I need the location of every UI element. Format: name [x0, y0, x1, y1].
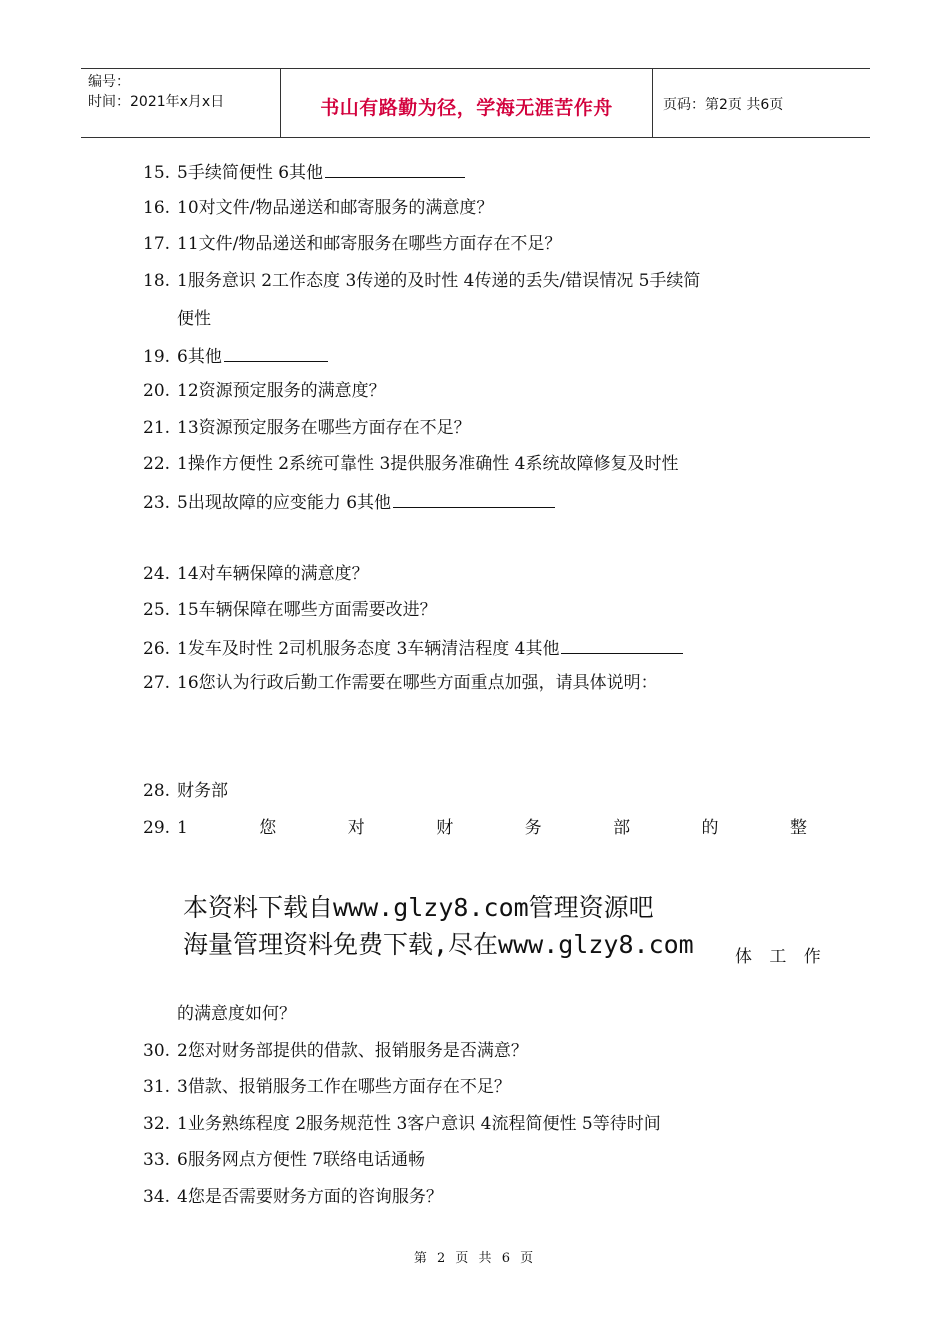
justified-line: 1 您 对 财 务 部 的 整 — [177, 818, 807, 838]
fill-in-blank[interactable] — [393, 490, 555, 508]
list-item-continuation: 的满意度如何？ — [177, 1004, 296, 1024]
watermark-line-1: 本资料下载自www.glzy8.com管理资源吧 — [183, 893, 654, 922]
list-item: 33. 6服务网点方便性 7联络电话通畅 — [143, 1150, 426, 1170]
fill-in-blank[interactable] — [561, 636, 683, 654]
page-footer: 第 2 页 共 6 页 — [413, 1251, 537, 1266]
code-label: 编号： — [88, 74, 130, 90]
header-meta — [81, 69, 281, 137]
page-header — [81, 68, 870, 138]
list-item: 34. 4您是否需要财务方面的咨询服务？ — [143, 1187, 443, 1207]
list-item: 17. 11文件/物品递送和邮寄服务在哪些方面存在不足？ — [143, 234, 562, 254]
list-item: 18. 1服务意识 2工作态度 3传递的及时性 4传递的丢失/错误情况 5手续简 — [143, 271, 701, 291]
list-item: 20. 12资源预定服务的满意度？ — [143, 381, 386, 401]
list-item-number: 29. — [143, 818, 171, 838]
list-item: 16. 10对文件/物品递送和邮寄服务的满意度？ — [143, 198, 494, 218]
list-item: 25. 15车辆保障在哪些方面需要改进？ — [143, 600, 437, 620]
list-item: 31. 3借款、报销服务工作在哪些方面存在不足？ — [143, 1077, 511, 1097]
list-item: 15. 5手续简便性 6其他 — [143, 160, 465, 184]
list-item: 22. 1操作方便性 2系统可靠性 3提供服务准确性 4系统故障修复及时性 — [143, 454, 679, 474]
line-tail: 体 工 作 — [735, 947, 827, 967]
list-item: 30. 2您对财务部提供的借款、报销服务是否满意？ — [143, 1041, 528, 1061]
section-heading: 28. 财务部 — [143, 781, 228, 801]
header-page-info: 页码：第2页 共6页 — [663, 97, 784, 113]
fill-in-blank[interactable] — [325, 160, 465, 178]
list-item-continuation: 便性 — [177, 309, 211, 329]
list-item: 21. 13资源预定服务在哪些方面存在不足？ — [143, 418, 471, 438]
list-item: 24. 14对车辆保障的满意度？ — [143, 564, 369, 584]
header-motto: 书山有路勤为径，学海无涯苦作舟 — [281, 69, 653, 137]
time-label: 时间：2021年x月x日 — [88, 94, 225, 110]
list-item: 26. 1发车及时性 2司机服务态度 3车辆清洁程度 4其他 — [143, 636, 683, 660]
list-item: 23. 5出现故障的应变能力 6其他 — [143, 490, 555, 514]
list-item: 32. 1业务熟练程度 2服务规范性 3客户意识 4流程简便性 5等待时间 — [143, 1114, 661, 1134]
fill-in-blank[interactable] — [224, 344, 328, 362]
watermark-line-2: 海量管理资料免费下载,尽在www.glzy8.com — [183, 930, 694, 959]
list-item: 27. 16您认为行政后勤工作需要在哪些方面重点加强，请具体说明： — [143, 673, 658, 693]
list-item: 19. 6其他 — [143, 344, 328, 368]
